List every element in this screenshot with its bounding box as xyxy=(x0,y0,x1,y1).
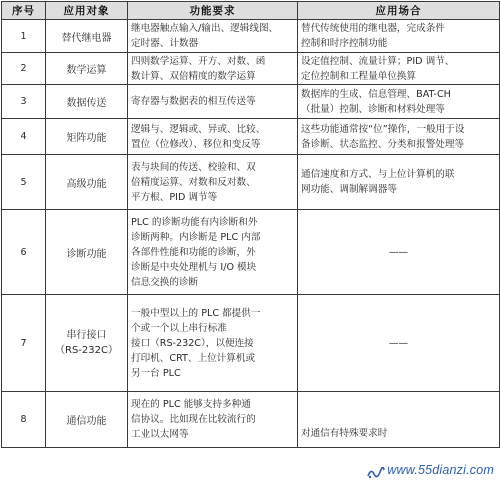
row-requirement: 一般中型以上的 PLC 都提供一 个或一个以上串行标准 接口（RS-232C），以便连接 打印机、CRT、上位计算机或 另一台 PLC xyxy=(128,295,298,392)
row-requirement: 四则数学运算、开方、对数、函 数计算、双倍精度的数学运算 xyxy=(128,53,298,85)
row-object: 数学运算 xyxy=(46,53,128,85)
row-object: 矩阵功能 xyxy=(46,119,128,155)
header-row xyxy=(2,2,500,20)
row-number: 2 xyxy=(2,53,46,85)
watermark-text: www.55dianzi.com xyxy=(387,463,494,477)
row-number: 3 xyxy=(2,85,46,119)
row-number: 1 xyxy=(2,20,46,53)
row-application: 这些功能通常按“位”操作，一般用于设 备诊断、状态监控、分类和报警处理等 xyxy=(298,119,500,155)
row-object: 串行接口 （RS-232C） xyxy=(46,295,128,392)
row-application: 设定值控制、流量计算；PID 调节、 定位控制和工程量单位换算 xyxy=(298,53,500,85)
table-row xyxy=(2,295,500,392)
row-application: —— xyxy=(298,295,500,392)
row-number: 7 xyxy=(2,295,46,392)
row-number: 4 xyxy=(2,119,46,155)
header-no: 序号 xyxy=(2,2,46,20)
table-row xyxy=(2,210,500,295)
table-row xyxy=(2,155,500,210)
row-number: 6 xyxy=(2,210,46,295)
row-application: 通信速度和方式、与上位计算机的联 网功能、调制解调器等 xyxy=(298,155,500,210)
row-requirement: 现在的 PLC 能够支持多种通 信协议。比如现在比较流行的 工业以太网等 xyxy=(128,392,298,448)
row-application: 替代传统使用的继电器，完成条件 控制和时序控制功能 xyxy=(298,20,500,53)
row-number: 8 xyxy=(2,392,46,448)
row-requirement: 表与块间的传送、校验和、双 倍精度运算、对数和反对数、 平方根、PID 调节等 xyxy=(128,155,298,210)
row-application: 对通信有特殊要求时 xyxy=(298,392,500,448)
row-requirement: 逻辑与、逻辑或、异或、比较、 置位（位修改）、移位和变反等 xyxy=(128,119,298,155)
row-number: 5 xyxy=(2,155,46,210)
header-application: 应用场合 xyxy=(298,2,500,20)
header-requirement: 功能要求 xyxy=(128,2,298,20)
row-requirement: 寄存器与数据表的相互传送等 xyxy=(128,85,298,119)
wave-logo-icon xyxy=(367,464,385,476)
plc-function-table xyxy=(1,1,500,448)
row-requirement: PLC 的诊断功能有内诊断和外 诊断两种。内诊断是 PLC 内部 各部件性能和功能的诊断，外 诊断是中央处理机与 I/O 模块 信息交换的诊断 xyxy=(128,210,298,295)
row-object: 替代继电器 xyxy=(46,20,128,53)
table-row xyxy=(2,20,500,53)
table-row xyxy=(2,392,500,448)
row-application: —— xyxy=(298,210,500,295)
row-object: 数据传送 xyxy=(46,85,128,119)
header-object: 应用对象 xyxy=(46,2,128,20)
row-requirement: 继电器触点输入/输出、逻辑线图、 定时器、计数器 xyxy=(128,20,298,53)
table-row xyxy=(2,119,500,155)
row-object: 高级功能 xyxy=(46,155,128,210)
row-object: 通信功能 xyxy=(46,392,128,448)
site-watermark xyxy=(367,463,494,477)
table-row xyxy=(2,53,500,85)
table-row xyxy=(2,85,500,119)
row-object: 诊断功能 xyxy=(46,210,128,295)
row-application: 数据库的生成、信息管理、BAT-CH （批量）控制、诊断和材料处理等 xyxy=(298,85,500,119)
